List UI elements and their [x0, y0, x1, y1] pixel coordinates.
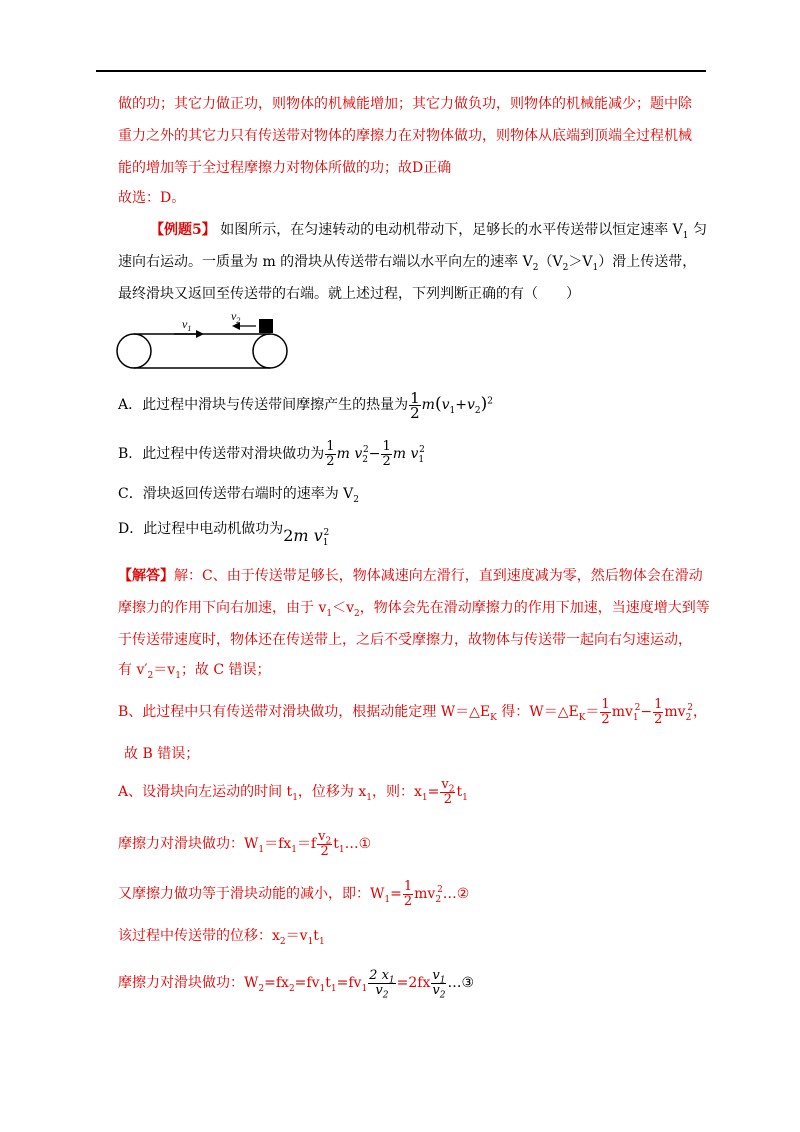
answer-x2-line: 该过程中传送带的位移：$x_2=v_1t_1$: [118, 928, 325, 947]
example-line-1: 【例题5】 如图所示，在匀速转动的电动机带动下，足够长的水平传送带以恒定速率 $V_1$ 匀: [150, 222, 707, 241]
header-rule: [96, 70, 706, 72]
v1-arrow-head: [196, 330, 204, 338]
slider-block: [259, 319, 273, 333]
answer-line-4: 有 $v'_2=v_1$；故 C 错误；: [118, 662, 271, 681]
answer-line-2: 摩擦力的作用下向右加速，由于 $v_1<v_2$，物体会先在滑动摩擦力的作用下加速，当速度增大到等: [118, 600, 710, 619]
answer-line-1: 【解答】解：C、由于传送带足够长，物体减速向左滑行，直到速度减为零，然后物体会在滑动: [118, 568, 703, 584]
answer-line-3: 于传送带速度时，物体还在传送带上，之后不受摩擦力，故物体与传送带一起向右匀速运动，: [118, 632, 692, 648]
answer-w1-line: 摩擦力对滑块做功：$W_1=fx_1=f$ $\frac{v_2}{2}$ $t_1\dots ①$: [118, 828, 372, 859]
option-a: A．此过程中滑块与传送带间摩擦产生的热量为 $\frac{1}{2}$ $m(v_1+v_2)^2$: [118, 388, 493, 422]
v1-label: $v_1$: [182, 317, 192, 333]
conveyor-belt-diagram: [112, 310, 292, 372]
answer-energy-line: 又摩擦力做功等于滑块动能的减小，即：$W_1=$ $\frac{1}{2}$ $mv_2^2\dots ②$: [118, 878, 470, 909]
answer-b-line-1: B、此过程中只有传送带对滑块做功，根据动能定理 $W=\triangle E_K$ 得：$W=\triangle E_K=$ $\frac{1}{2}$ $mv_1^2-$ $\frac{1}{2}$ $mv_2^2$，: [118, 696, 708, 727]
answer-b-line-2: 故 B 错误；: [124, 746, 200, 762]
option-c: C．滑块返回传送带右端时的速率为 $V_2$: [118, 486, 360, 505]
right-pulley: [253, 334, 287, 368]
answer-w2-line: 摩擦力对滑块做功：$W_2=fx_2=fv_1t_1=fv_1$ $\frac{2 x_1}{v_2}$ =2fx $\frac{v_1}{v_2}$ …③: [118, 967, 475, 1001]
option-b: B．此过程中传送带对滑块做功为 $\frac{1}{2}$ m $v_2^2-$ $\frac{1}{2}$ m $v_1^2$: [118, 438, 425, 469]
example-line-3: 最终滑块又返回至传送带的右端。就上述过程，下列判断正确的有（ ）: [118, 286, 580, 302]
left-pulley: [117, 334, 151, 368]
intro-line-3: 能的增加等于全过程摩擦力对物体所做的功；故D正确: [118, 160, 452, 176]
answer-tag: 【解答】: [118, 568, 174, 584]
example-line-2: 速向右运动。一质量为 m 的滑块从传送带右端以水平向左的速率 $V_2(V_2>V_1)$滑上传送带，: [118, 254, 697, 273]
example-tag: 【例题5】: [150, 222, 216, 238]
intro-line-4: 故选：D。: [118, 190, 186, 206]
answer-a-line: A、设滑块向左运动的时间 $t_1$，位移为 $x_1$，则：$x_1=$ $\frac{v_2}{2}$ $t_1$: [118, 776, 468, 807]
option-d: D．此过程中电动机做功为2m $v_1^2$: [118, 521, 330, 549]
intro-line-2: 重力之外的其它力只有传送带对物体的摩擦力在对物体做功，则物体从底端到顶端全过程机械: [118, 128, 692, 144]
v2-label: $v_2$: [231, 310, 241, 325]
intro-line-1: 做的功；其它力做正功，则物体的机械能增加；其它力做负功，则物体的机械能减少；题中除: [118, 96, 692, 112]
